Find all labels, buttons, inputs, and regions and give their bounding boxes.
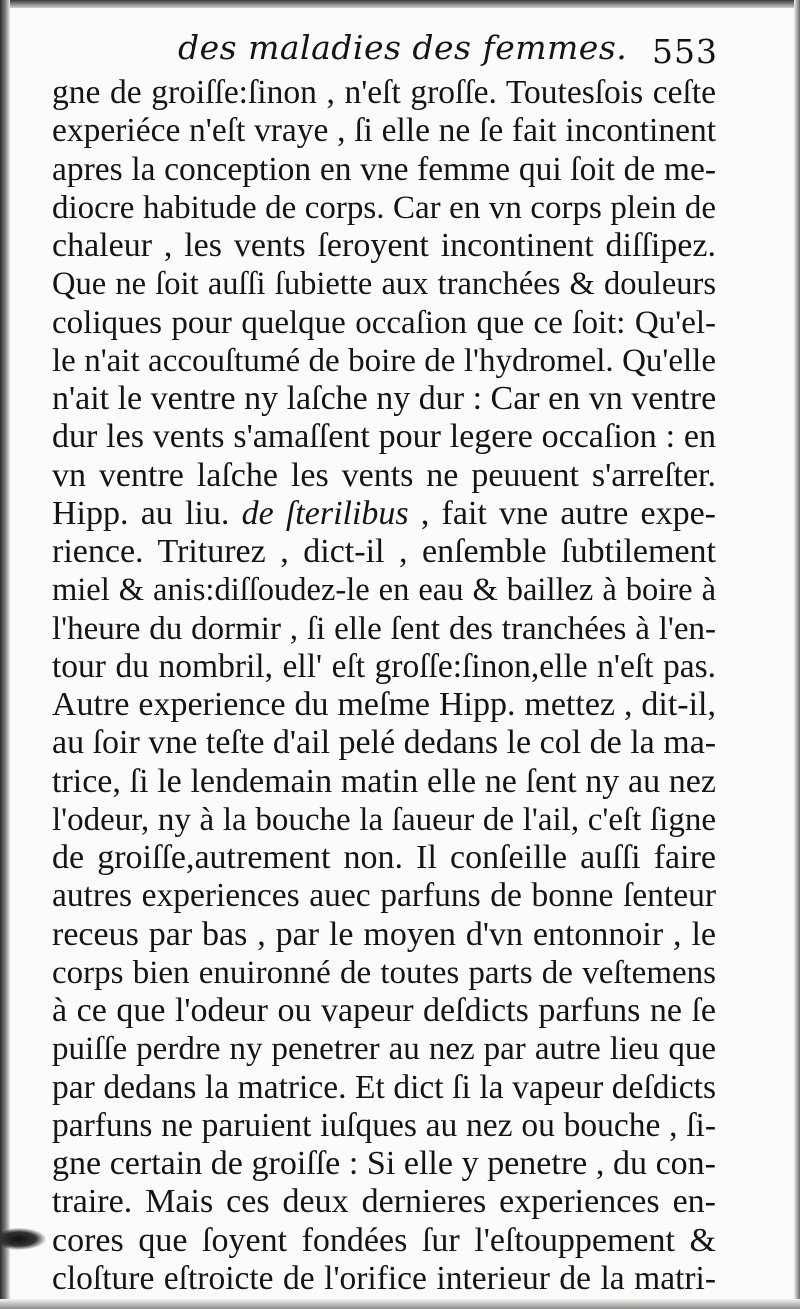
text-line: vn ventre laſche les vents ne peuuent s'arreſter. xyxy=(52,456,716,494)
text-line: l'odeur, ny à la bouche la ſaueur de l'ail, c'eſt ſigne xyxy=(52,801,716,838)
body-text xyxy=(52,74,716,1298)
text-line: par dedans la matrice. Et dict ſi la vapeur deſdicts xyxy=(52,1068,716,1106)
latin-title: de ſterilibus xyxy=(241,494,409,532)
text-line: le n'ait accouſtumé de boire de l'hydromel. Qu'elle xyxy=(52,342,716,379)
page-header xyxy=(0,22,800,72)
text-line: de groiſſe,autrement non. Il conſeille auſſi faire xyxy=(52,839,716,876)
text-line: receus par bas , par le moyen d'vn entonnoir , le xyxy=(52,915,716,953)
text-line: n'ait le ventre ny laſche ny dur : Car en vn ventre xyxy=(52,380,717,417)
text-line: corps bien enuironné de toutes parts de veſtemens xyxy=(52,954,716,991)
text-line: gne de groiſſe:ſinon , n'eſt groſſe. Toutesſois ceſte xyxy=(52,74,716,111)
text-line: autres experiences auec parfuns de bonne ſenteur xyxy=(52,877,716,915)
text-line: Autre experience du meſme Hipp. mettez , dit-il, xyxy=(52,686,716,723)
running-title: des maladies des femmes. xyxy=(178,28,628,67)
text-line: au ſoir vne teſte d'ail pelé dedans le col de la ma- xyxy=(52,724,717,762)
text-line: cores que ſoyent fondées ſur l'eſtouppement & xyxy=(52,1221,716,1259)
text-line: puiſſe perdre ny penetrer au nez par autre lieu que xyxy=(52,1031,716,1068)
text-line: coliques pour quelque occaſion que ce ſoit: Qu'el- xyxy=(52,304,716,341)
text-line: à ce que l'odeur ou vapeur deſdicts parfuns ne ſe xyxy=(52,992,716,1029)
scan-edge-left xyxy=(0,0,10,1309)
text-line: chaleur , les vents ſeroyent incontinent diſſipez. xyxy=(52,227,716,264)
text-line: rience. Triturez , dict-il , enſemble ſubtilement xyxy=(52,533,716,570)
scan-edge-right xyxy=(794,0,800,1309)
text-line: parfuns ne paruient iuſques au nez ou bouche , ſi- xyxy=(52,1106,716,1144)
text-line: trice, ſi le lendemain matin elle ne ſent ny au nez xyxy=(52,762,716,800)
text-line: Que ne ſoit auſſi ſubiette aux tranchées & douleurs xyxy=(52,266,716,303)
text-line: cloſture eſtroicte de l'orifice interieur de la matri- xyxy=(52,1259,716,1297)
text-line: diocre habitude de corps. Car en vn corps plein de xyxy=(52,189,716,226)
text-line: tour du nombril, ell' eſt groſſe:ſinon,elle n'eſt pas. xyxy=(52,647,716,685)
text-line: miel & anis:diſſoudez-le en eau & baillez à boire à xyxy=(52,572,716,609)
text-line: traire. Mais ces deux dernieres experiences en- xyxy=(52,1183,716,1221)
page-number: 553 xyxy=(652,32,718,71)
text-line: gne certain de groiſſe : Si elle y penetre , du con- xyxy=(52,1145,716,1182)
ink-smudge xyxy=(0,1228,46,1250)
scan-edge-top xyxy=(0,0,800,8)
text-line: apres la conception en vne femme qui ſoit de me- xyxy=(52,150,716,188)
text-line: dur les vents s'amaſſent pour legere occaſion : en xyxy=(52,418,716,456)
scan-edge-bottom xyxy=(0,1299,800,1309)
text-line: l'heure du dormir , ſi elle ſent des tranchées à l'en- xyxy=(52,610,716,647)
text-line: experiéce n'eſt vraye , ſi elle ne ſe fait incontinent xyxy=(52,112,716,150)
text-line: Hipp. au liu. de ſterilibus , fait vne autre expe- xyxy=(52,494,716,532)
